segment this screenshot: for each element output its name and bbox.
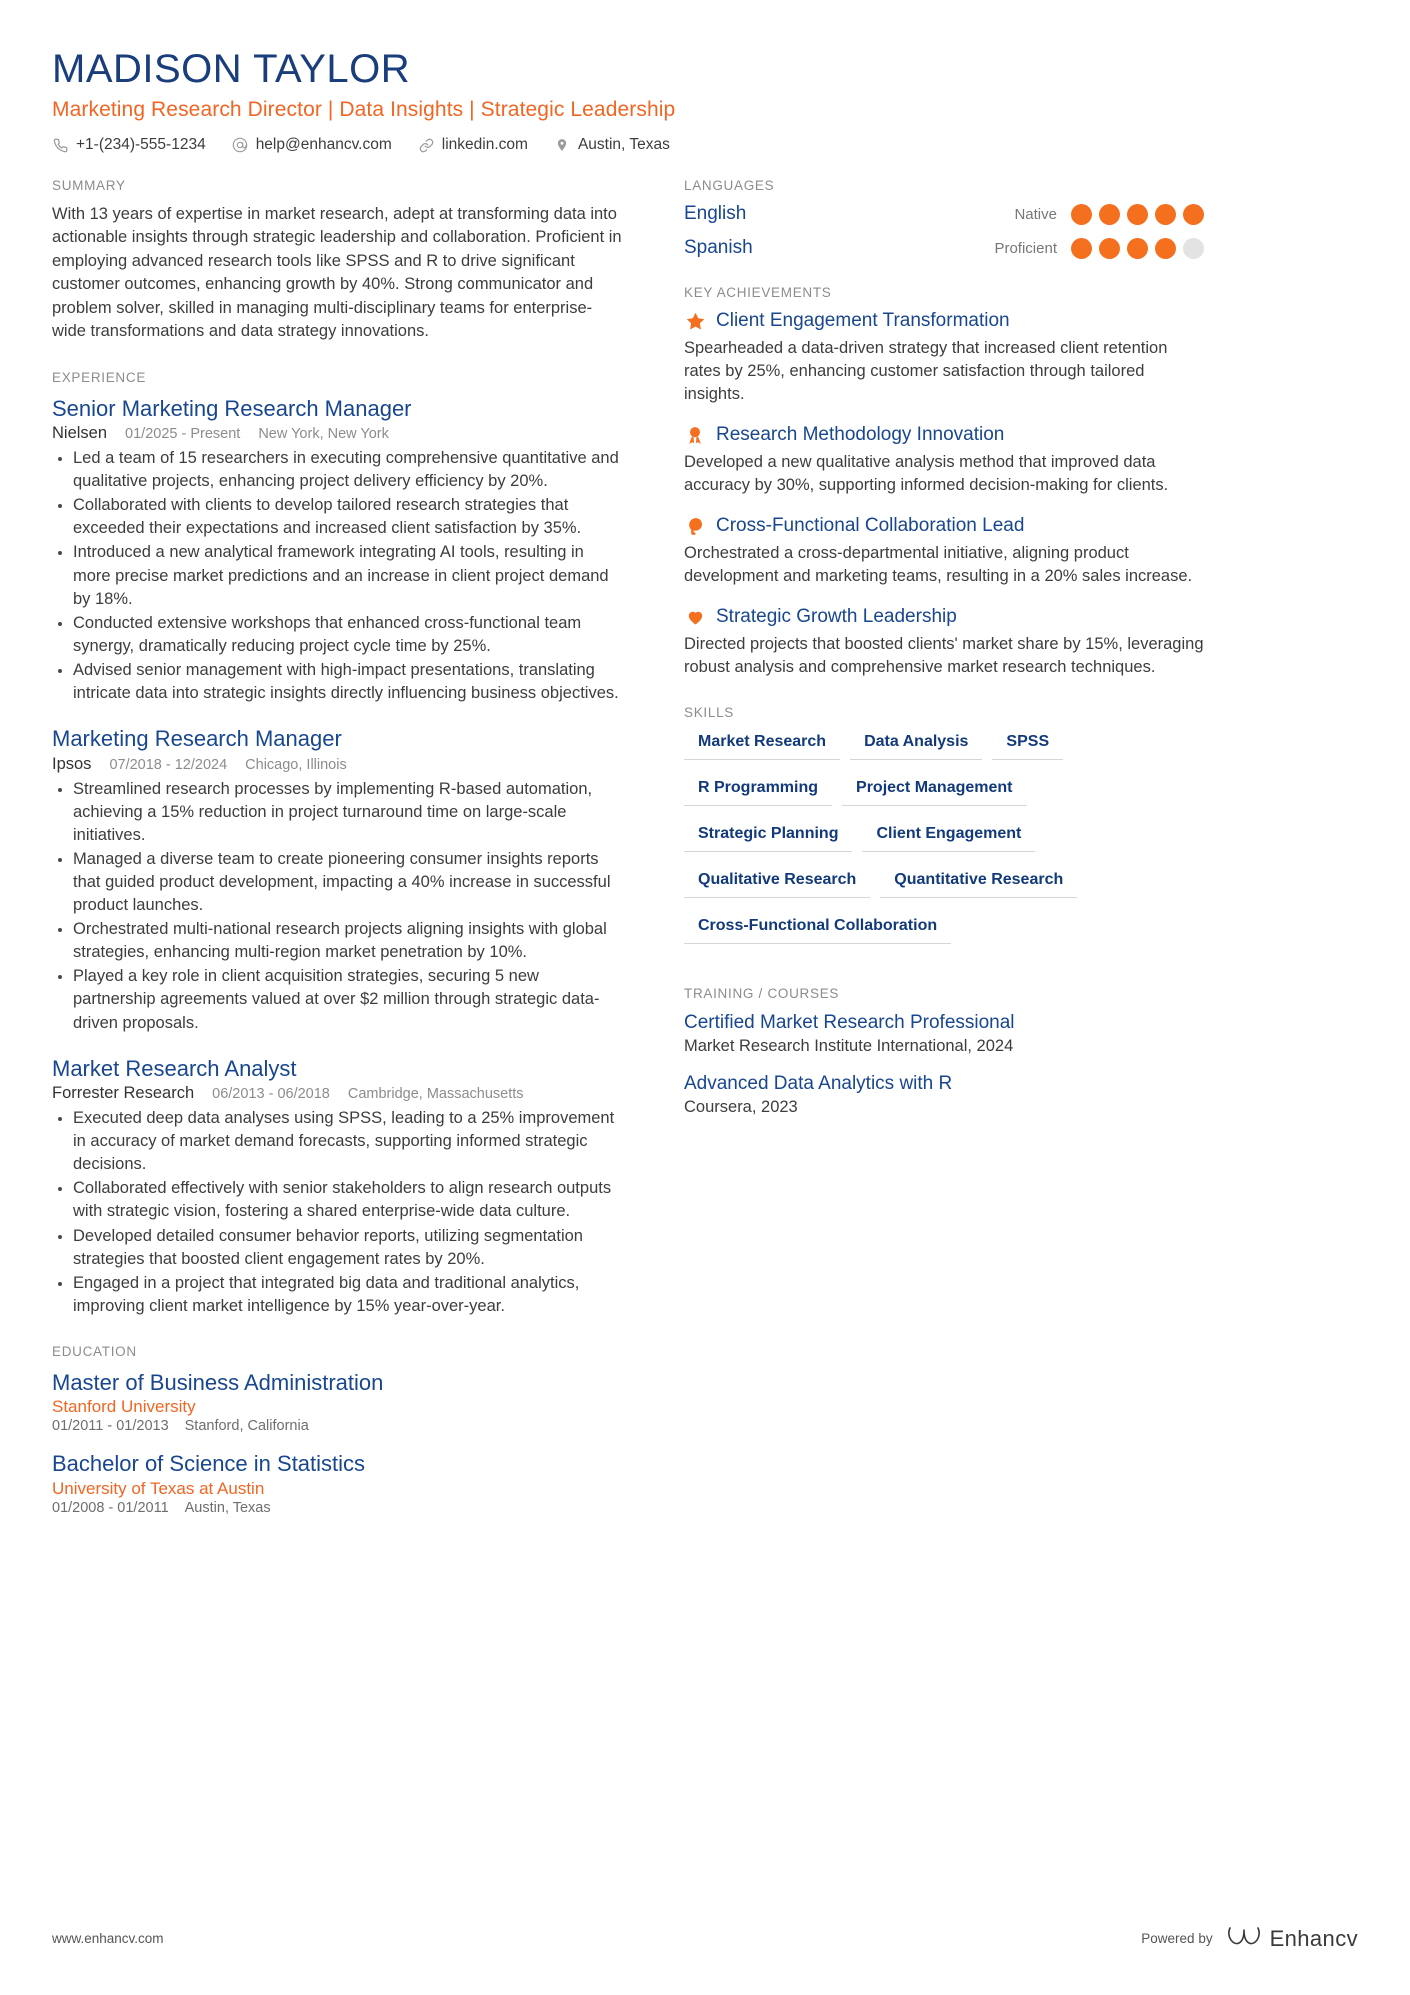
language-level-dots bbox=[1071, 204, 1204, 225]
education-location: Austin, Texas bbox=[184, 1499, 271, 1516]
contact-location bbox=[554, 136, 670, 154]
training-section-label: TRAINING / COURSES bbox=[684, 986, 840, 1002]
contact-phone-text: +1-(234)-555-1234 bbox=[76, 136, 206, 153]
contact-linkedin-text: linkedin.com bbox=[441, 136, 528, 153]
job-title: Senior Marketing Research Manager bbox=[52, 395, 412, 421]
education-dates: 01/2008 - 01/2011 bbox=[52, 1499, 169, 1516]
summary-section bbox=[52, 178, 626, 344]
job-bullet: Streamlined research processes by implementing R-based automation, achieving a 15% reduction in project turnaround time on large-scale initiatives. bbox=[52, 778, 626, 847]
skills-section bbox=[684, 705, 1204, 960]
contact-phone[interactable] bbox=[52, 136, 206, 154]
languages-list bbox=[684, 203, 1204, 259]
languages-section bbox=[684, 178, 1204, 259]
job-bullet: Orchestrated multi-national research projects aligning insights with global strategies, enhancing multi-region market penetration by 10%. bbox=[52, 918, 626, 964]
contact-email-text: help@enhancv.com bbox=[255, 136, 392, 153]
language-name: English bbox=[684, 203, 747, 224]
job-company: Nielsen bbox=[52, 424, 108, 443]
education-location: Stanford, California bbox=[184, 1418, 309, 1435]
link-icon bbox=[418, 137, 435, 154]
language-level-dot bbox=[1099, 238, 1120, 259]
language-level-dot bbox=[1099, 204, 1120, 225]
page-footer bbox=[52, 1924, 1358, 1953]
heart-icon bbox=[684, 606, 706, 628]
language-name: Spanish bbox=[684, 237, 753, 258]
education-item bbox=[52, 1369, 626, 1435]
achievement-description: Spearheaded a data-driven strategy that increased client retention rates by 25%, enhancing customer satisfaction through tailored insights. bbox=[684, 338, 1168, 403]
location-pin-icon bbox=[554, 137, 571, 154]
email-icon bbox=[232, 137, 249, 154]
language-level-label: Native bbox=[1014, 205, 1057, 223]
achievement-header bbox=[684, 606, 1204, 629]
experience-list bbox=[52, 395, 626, 1318]
achievements-section bbox=[684, 285, 1204, 679]
training-title: Certified Market Research Professional bbox=[684, 1012, 1015, 1034]
experience-item bbox=[52, 1055, 626, 1318]
education-meta bbox=[52, 1418, 626, 1434]
training-subtitle: Coursera, 2023 bbox=[684, 1097, 798, 1116]
enhancv-mark-icon bbox=[1227, 1924, 1261, 1953]
job-bullet: Advised senior management with high-impact presentations, translating intricate data into strategic insights directly influencing business objectives. bbox=[52, 659, 626, 705]
language-level-dot bbox=[1183, 238, 1204, 259]
achievement-title: Strategic Growth Leadership bbox=[716, 606, 957, 628]
experience-section-label: EXPERIENCE bbox=[52, 369, 147, 385]
skill-tag: SPSS bbox=[992, 730, 1063, 760]
training-item bbox=[684, 1072, 1204, 1117]
languages-section-label: LANGUAGES bbox=[684, 178, 775, 193]
language-level-dot bbox=[1155, 238, 1176, 259]
language-level-dot bbox=[1127, 204, 1148, 225]
skill-tag: Quantitative Research bbox=[880, 868, 1077, 898]
skill-tag: R Programming bbox=[684, 776, 832, 806]
footer-branding bbox=[1141, 1924, 1358, 1953]
achievement-title: Cross-Functional Collaboration Lead bbox=[716, 515, 1025, 537]
education-section bbox=[52, 1344, 626, 1516]
job-meta bbox=[52, 424, 626, 443]
education-dates: 01/2011 - 01/2013 bbox=[52, 1418, 169, 1435]
job-bullet: Executed deep data analyses using SPSS, leading to a 25% improvement in accuracy of market demand forecasts, supporting informed strategic decisions. bbox=[52, 1107, 626, 1176]
language-level-dots bbox=[1071, 238, 1204, 259]
footer-powered-by-label: Powered by bbox=[1141, 1931, 1213, 1946]
achievements-list bbox=[684, 310, 1204, 679]
training-section bbox=[684, 986, 1204, 1117]
achievement-title: Client Engagement Transformation bbox=[716, 310, 1010, 331]
job-location: Chicago, Illinois bbox=[245, 756, 347, 773]
job-dates: 01/2025 - Present bbox=[125, 426, 241, 443]
award-medal-icon bbox=[684, 424, 706, 446]
job-title: Marketing Research Manager bbox=[52, 726, 342, 752]
job-bullet: Developed detailed consumer behavior reports, utilizing segmentation strategies that boosted client engagement rates by 20%. bbox=[52, 1225, 626, 1271]
job-bullet: Played a key role in client acquisition strategies, securing 5 new partnership agreements valued at over $2 million through strategic data-driven proposals. bbox=[52, 965, 626, 1034]
skill-tag: Strategic Planning bbox=[684, 822, 852, 852]
education-item bbox=[52, 1450, 626, 1516]
education-list bbox=[52, 1369, 626, 1516]
skill-tag: Project Management bbox=[842, 776, 1026, 806]
job-bullet: Conducted extensive workshops that enhanced cross-functional team synergy, dramatically reducing project cycle time by 25%. bbox=[52, 612, 626, 658]
education-section-label: EDUCATION bbox=[52, 1343, 137, 1359]
skill-tag: Qualitative Research bbox=[684, 868, 870, 898]
education-school: Stanford University bbox=[52, 1397, 196, 1417]
achievement-item bbox=[684, 515, 1204, 588]
experience-item bbox=[52, 725, 626, 1035]
job-bullet: Introduced a new analytical framework integrating AI tools, resulting in more precise market predictions and an increase in client project demand by 18%. bbox=[52, 541, 626, 610]
language-level-dot bbox=[1071, 204, 1092, 225]
resume-header bbox=[52, 46, 1358, 154]
language-item bbox=[684, 203, 1204, 225]
job-dates: 06/2013 - 06/2018 bbox=[212, 1086, 330, 1103]
achievement-item bbox=[684, 606, 1204, 679]
page-title: MADISON TAYLOR bbox=[52, 47, 411, 91]
summary-text: With 13 years of expertise in market research, adept at transforming data into actionable insights through strategic leadership and collaboration. Proficient in employing advanced research tools like SPSS and R to drive significant customer outcomes, enhancing growth by 40%. Strong communicator and problem solver, skilled in managing multi-disciplinary teams for enterprise-wide transformations and data strategy innovations. bbox=[52, 205, 622, 341]
skills-list bbox=[684, 730, 1204, 960]
job-bullet: Collaborated effectively with senior stakeholders to align research outputs with strategic vision, fostering a shared enterprise-wide data culture. bbox=[52, 1177, 626, 1223]
job-location: New York, New York bbox=[258, 426, 389, 443]
summary-section-label: SUMMARY bbox=[52, 178, 126, 193]
training-title: Advanced Data Analytics with R bbox=[684, 1072, 953, 1094]
job-bullet: Engaged in a project that integrated big data and traditional analytics, improving client market intelligence by 15% year-over-year. bbox=[52, 1272, 626, 1318]
skill-tag: Market Research bbox=[684, 730, 840, 760]
star-icon bbox=[684, 310, 706, 332]
training-list bbox=[684, 1011, 1204, 1117]
left-column bbox=[52, 178, 652, 1542]
achievement-item bbox=[684, 424, 1204, 497]
skills-section-label: SKILLS bbox=[684, 705, 734, 721]
job-meta bbox=[52, 755, 626, 774]
language-item bbox=[684, 237, 1204, 259]
skill-tag: Data Analysis bbox=[850, 730, 982, 760]
education-degree: Bachelor of Science in Statistics bbox=[52, 1451, 366, 1477]
job-bullet: Led a team of 15 researchers in executing comprehensive quantitative and qualitative projects, enhancing project delivery efficiency by 20%. bbox=[52, 447, 626, 493]
achievements-section-label: KEY ACHIEVEMENTS bbox=[684, 285, 832, 300]
enhancv-logo bbox=[1227, 1924, 1358, 1953]
skill-tag: Cross-Functional Collaboration bbox=[684, 914, 951, 944]
professional-headline: Marketing Research Director | Data Insights | Strategic Leadership bbox=[52, 98, 676, 121]
education-school: University of Texas at Austin bbox=[52, 1478, 265, 1498]
job-title: Market Research Analyst bbox=[52, 1055, 297, 1081]
job-company: Forrester Research bbox=[52, 1084, 195, 1103]
phone-icon bbox=[52, 137, 69, 154]
experience-item bbox=[52, 395, 626, 706]
achievement-header bbox=[684, 310, 1204, 333]
job-bullets bbox=[52, 778, 626, 1035]
head-idea-icon bbox=[684, 515, 706, 537]
job-meta bbox=[52, 1084, 626, 1103]
job-bullet: Collaborated with clients to develop tailored research strategies that exceeded their expectations and increased client satisfaction by 35%. bbox=[52, 494, 626, 540]
contact-linkedin[interactable] bbox=[418, 136, 528, 154]
job-bullet: Managed a diverse team to create pioneering consumer insights reports that guided product development, impacting a 40% increase in successful product launches. bbox=[52, 848, 626, 917]
training-item bbox=[684, 1011, 1204, 1056]
language-level-dot bbox=[1071, 238, 1092, 259]
job-bullets bbox=[52, 1107, 626, 1318]
job-company: Ipsos bbox=[52, 754, 92, 773]
achievement-title: Research Methodology Innovation bbox=[716, 424, 1005, 446]
job-location: Cambridge, Massachusetts bbox=[347, 1086, 524, 1103]
footer-website-url[interactable]: www.enhancv.com bbox=[52, 1931, 164, 1946]
job-bullets bbox=[52, 447, 626, 705]
education-meta bbox=[52, 1500, 626, 1516]
achievement-item bbox=[684, 310, 1204, 406]
resume-body bbox=[52, 178, 1358, 1542]
achievement-header bbox=[684, 424, 1204, 447]
experience-section bbox=[52, 370, 626, 1318]
contact-location-text: Austin, Texas bbox=[577, 136, 670, 153]
contact-row bbox=[52, 136, 1358, 154]
enhancv-wordmark: Enhancv bbox=[1269, 1925, 1358, 1951]
achievement-header bbox=[684, 515, 1204, 538]
language-level-label: Proficient bbox=[994, 239, 1057, 257]
achievement-description: Orchestrated a cross-departmental initiative, aligning product development and marketing teams, resulting in a 20% sales increase. bbox=[684, 543, 1193, 585]
language-level-dot bbox=[1127, 238, 1148, 259]
contact-email[interactable] bbox=[232, 136, 392, 154]
achievement-description: Developed a new qualitative analysis method that improved data accuracy by 30%, supporting informed decision-making for clients. bbox=[684, 452, 1169, 494]
language-level-dot bbox=[1155, 204, 1176, 225]
skill-tag: Client Engagement bbox=[862, 822, 1035, 852]
language-level-dot bbox=[1183, 204, 1204, 225]
training-subtitle: Market Research Institute International, 2024 bbox=[684, 1036, 1014, 1055]
achievement-description: Directed projects that boosted clients' market share by 15%, leveraging robust analysis and comprehensive market research techniques. bbox=[684, 634, 1204, 676]
right-column bbox=[684, 178, 1204, 1143]
education-degree: Master of Business Administration bbox=[52, 1369, 384, 1395]
job-dates: 07/2018 - 12/2024 bbox=[109, 756, 228, 773]
